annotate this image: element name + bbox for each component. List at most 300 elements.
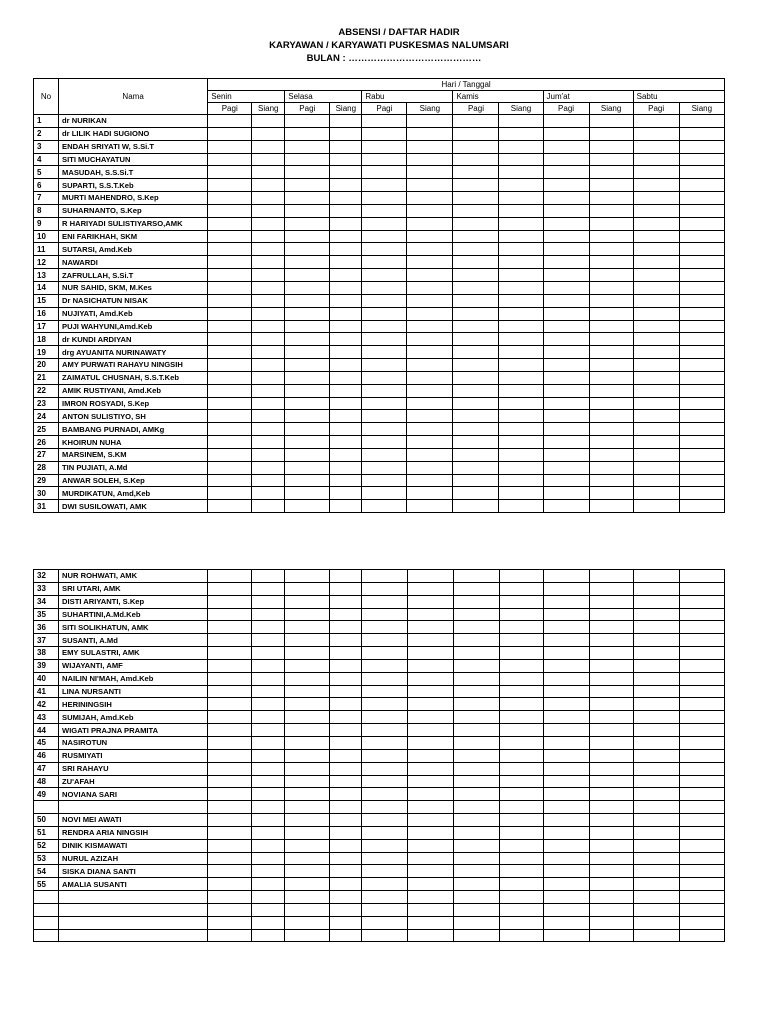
- attendance-cell-siang[interactable]: [589, 153, 633, 166]
- attendance-cell-siang[interactable]: [589, 698, 633, 711]
- attendance-cell-pagi[interactable]: [208, 140, 252, 153]
- attendance-cell-pagi[interactable]: [543, 474, 589, 487]
- attendance-cell-pagi[interactable]: [208, 891, 252, 904]
- attendance-cell-siang[interactable]: [330, 436, 362, 449]
- attendance-cell-siang[interactable]: [679, 621, 724, 634]
- attendance-cell-siang[interactable]: [407, 204, 453, 217]
- attendance-cell-siang[interactable]: [330, 461, 362, 474]
- attendance-cell-pagi[interactable]: [208, 384, 252, 397]
- attendance-cell-pagi[interactable]: [633, 570, 679, 583]
- attendance-cell-pagi[interactable]: [362, 621, 407, 634]
- attendance-cell-siang[interactable]: [589, 320, 633, 333]
- attendance-cell-siang[interactable]: [589, 595, 633, 608]
- attendance-cell-pagi[interactable]: [362, 269, 407, 282]
- attendance-cell-siang[interactable]: [499, 371, 543, 384]
- attendance-cell-siang[interactable]: [407, 179, 453, 192]
- attendance-cell-siang[interactable]: [499, 647, 543, 660]
- attendance-cell-siang[interactable]: [252, 461, 285, 474]
- attendance-cell-siang[interactable]: [407, 230, 453, 243]
- attendance-cell-siang[interactable]: [252, 595, 285, 608]
- attendance-cell-siang[interactable]: [407, 698, 453, 711]
- attendance-cell-pagi[interactable]: [362, 659, 407, 672]
- attendance-cell-pagi[interactable]: [285, 500, 330, 513]
- attendance-cell-pagi[interactable]: [633, 852, 679, 865]
- attendance-cell-siang[interactable]: [589, 423, 633, 436]
- attendance-cell-siang[interactable]: [252, 749, 285, 762]
- attendance-cell-siang[interactable]: [499, 192, 543, 205]
- attendance-cell-pagi[interactable]: [362, 217, 407, 230]
- attendance-cell-pagi[interactable]: [208, 634, 252, 647]
- attendance-cell-siang[interactable]: [330, 179, 362, 192]
- attendance-cell-siang[interactable]: [252, 775, 285, 788]
- attendance-cell-siang[interactable]: [679, 333, 724, 346]
- attendance-cell-pagi[interactable]: [543, 852, 589, 865]
- attendance-cell-pagi[interactable]: [633, 436, 679, 449]
- attendance-cell-pagi[interactable]: [362, 903, 407, 916]
- attendance-cell-pagi[interactable]: [208, 929, 252, 942]
- attendance-cell-pagi[interactable]: [453, 762, 499, 775]
- attendance-cell-siang[interactable]: [679, 410, 724, 423]
- attendance-cell-pagi[interactable]: [453, 621, 499, 634]
- attendance-cell-pagi[interactable]: [208, 570, 252, 583]
- attendance-cell-pagi[interactable]: [453, 359, 499, 372]
- attendance-cell-siang[interactable]: [679, 788, 724, 801]
- attendance-cell-siang[interactable]: [330, 397, 362, 410]
- attendance-cell-siang[interactable]: [407, 903, 453, 916]
- attendance-cell-pagi[interactable]: [285, 474, 330, 487]
- attendance-cell-pagi[interactable]: [208, 736, 252, 749]
- attendance-cell-pagi[interactable]: [633, 384, 679, 397]
- attendance-cell-siang[interactable]: [330, 230, 362, 243]
- attendance-cell-siang[interactable]: [407, 192, 453, 205]
- attendance-cell-pagi[interactable]: [633, 371, 679, 384]
- attendance-cell-siang[interactable]: [499, 852, 543, 865]
- attendance-cell-siang[interactable]: [589, 217, 633, 230]
- attendance-cell-pagi[interactable]: [453, 647, 499, 660]
- attendance-cell-pagi[interactable]: [453, 281, 499, 294]
- attendance-cell-pagi[interactable]: [208, 243, 252, 256]
- attendance-cell-siang[interactable]: [589, 140, 633, 153]
- attendance-cell-pagi[interactable]: [285, 865, 330, 878]
- attendance-cell-siang[interactable]: [407, 474, 453, 487]
- attendance-cell-pagi[interactable]: [453, 500, 499, 513]
- attendance-cell-pagi[interactable]: [208, 397, 252, 410]
- attendance-cell-siang[interactable]: [679, 724, 724, 737]
- attendance-cell-pagi[interactable]: [543, 736, 589, 749]
- attendance-cell-pagi[interactable]: [285, 243, 330, 256]
- attendance-cell-siang[interactable]: [407, 359, 453, 372]
- attendance-cell-pagi[interactable]: [285, 647, 330, 660]
- attendance-cell-pagi[interactable]: [543, 698, 589, 711]
- attendance-cell-siang[interactable]: [252, 685, 285, 698]
- attendance-cell-siang[interactable]: [252, 204, 285, 217]
- attendance-cell-siang[interactable]: [499, 929, 543, 942]
- attendance-cell-siang[interactable]: [407, 127, 453, 140]
- attendance-cell-pagi[interactable]: [362, 204, 407, 217]
- attendance-cell-siang[interactable]: [330, 487, 362, 500]
- attendance-cell-siang[interactable]: [679, 474, 724, 487]
- attendance-cell-siang[interactable]: [330, 903, 362, 916]
- attendance-cell-siang[interactable]: [679, 839, 724, 852]
- attendance-cell-siang[interactable]: [499, 461, 543, 474]
- attendance-cell-pagi[interactable]: [543, 243, 589, 256]
- attendance-cell-siang[interactable]: [499, 698, 543, 711]
- attendance-cell-siang[interactable]: [589, 436, 633, 449]
- attendance-cell-pagi[interactable]: [453, 243, 499, 256]
- attendance-cell-siang[interactable]: [330, 878, 362, 891]
- attendance-cell-pagi[interactable]: [208, 269, 252, 282]
- attendance-cell-siang[interactable]: [589, 762, 633, 775]
- attendance-cell-pagi[interactable]: [362, 243, 407, 256]
- attendance-cell-siang[interactable]: [499, 595, 543, 608]
- attendance-cell-pagi[interactable]: [633, 839, 679, 852]
- attendance-cell-pagi[interactable]: [362, 487, 407, 500]
- attendance-cell-pagi[interactable]: [453, 775, 499, 788]
- attendance-cell-pagi[interactable]: [208, 166, 252, 179]
- attendance-cell-pagi[interactable]: [453, 711, 499, 724]
- attendance-cell-pagi[interactable]: [208, 256, 252, 269]
- attendance-cell-siang[interactable]: [589, 384, 633, 397]
- attendance-cell-siang[interactable]: [407, 461, 453, 474]
- attendance-cell-pagi[interactable]: [285, 608, 330, 621]
- attendance-cell-siang[interactable]: [252, 423, 285, 436]
- attendance-cell-pagi[interactable]: [453, 698, 499, 711]
- attendance-cell-siang[interactable]: [499, 916, 543, 929]
- attendance-cell-siang[interactable]: [407, 659, 453, 672]
- attendance-cell-pagi[interactable]: [543, 621, 589, 634]
- attendance-cell-pagi[interactable]: [362, 839, 407, 852]
- attendance-cell-pagi[interactable]: [285, 852, 330, 865]
- attendance-cell-siang[interactable]: [407, 775, 453, 788]
- attendance-cell-siang[interactable]: [589, 179, 633, 192]
- attendance-cell-siang[interactable]: [499, 384, 543, 397]
- attendance-cell-pagi[interactable]: [285, 397, 330, 410]
- attendance-cell-pagi[interactable]: [543, 320, 589, 333]
- attendance-cell-pagi[interactable]: [362, 762, 407, 775]
- attendance-cell-siang[interactable]: [252, 153, 285, 166]
- attendance-cell-pagi[interactable]: [362, 359, 407, 372]
- attendance-cell-siang[interactable]: [679, 115, 724, 128]
- attendance-cell-siang[interactable]: [499, 256, 543, 269]
- attendance-cell-pagi[interactable]: [543, 762, 589, 775]
- attendance-cell-siang[interactable]: [589, 749, 633, 762]
- attendance-cell-siang[interactable]: [330, 474, 362, 487]
- attendance-cell-pagi[interactable]: [208, 217, 252, 230]
- attendance-cell-pagi[interactable]: [208, 346, 252, 359]
- attendance-cell-siang[interactable]: [330, 153, 362, 166]
- attendance-cell-pagi[interactable]: [453, 878, 499, 891]
- attendance-cell-pagi[interactable]: [208, 436, 252, 449]
- attendance-cell-pagi[interactable]: [543, 269, 589, 282]
- attendance-cell-siang[interactable]: [499, 839, 543, 852]
- attendance-cell-pagi[interactable]: [362, 127, 407, 140]
- attendance-cell-pagi[interactable]: [362, 570, 407, 583]
- attendance-cell-siang[interactable]: [407, 647, 453, 660]
- attendance-cell-pagi[interactable]: [453, 814, 499, 827]
- attendance-cell-siang[interactable]: [252, 724, 285, 737]
- attendance-cell-siang[interactable]: [589, 685, 633, 698]
- attendance-cell-pagi[interactable]: [208, 281, 252, 294]
- attendance-cell-siang[interactable]: [679, 346, 724, 359]
- attendance-cell-pagi[interactable]: [543, 307, 589, 320]
- attendance-cell-siang[interactable]: [407, 217, 453, 230]
- attendance-cell-siang[interactable]: [330, 423, 362, 436]
- attendance-cell-siang[interactable]: [252, 711, 285, 724]
- attendance-cell-siang[interactable]: [407, 839, 453, 852]
- attendance-cell-siang[interactable]: [330, 685, 362, 698]
- attendance-cell-pagi[interactable]: [633, 685, 679, 698]
- attendance-cell-pagi[interactable]: [543, 929, 589, 942]
- attendance-cell-pagi[interactable]: [453, 672, 499, 685]
- attendance-cell-pagi[interactable]: [285, 762, 330, 775]
- attendance-cell-siang[interactable]: [679, 461, 724, 474]
- attendance-cell-siang[interactable]: [252, 230, 285, 243]
- attendance-cell-pagi[interactable]: [285, 903, 330, 916]
- attendance-cell-siang[interactable]: [589, 294, 633, 307]
- attendance-cell-pagi[interactable]: [453, 192, 499, 205]
- attendance-cell-pagi[interactable]: [633, 397, 679, 410]
- attendance-cell-pagi[interactable]: [285, 801, 330, 814]
- attendance-cell-siang[interactable]: [589, 839, 633, 852]
- attendance-cell-siang[interactable]: [589, 230, 633, 243]
- attendance-cell-siang[interactable]: [499, 711, 543, 724]
- attendance-cell-siang[interactable]: [499, 115, 543, 128]
- attendance-cell-pagi[interactable]: [208, 839, 252, 852]
- attendance-cell-siang[interactable]: [499, 179, 543, 192]
- attendance-cell-pagi[interactable]: [453, 474, 499, 487]
- attendance-cell-siang[interactable]: [407, 582, 453, 595]
- attendance-cell-siang[interactable]: [679, 217, 724, 230]
- attendance-cell-pagi[interactable]: [633, 307, 679, 320]
- attendance-cell-siang[interactable]: [499, 217, 543, 230]
- attendance-cell-pagi[interactable]: [633, 230, 679, 243]
- attendance-cell-siang[interactable]: [499, 153, 543, 166]
- attendance-cell-siang[interactable]: [589, 903, 633, 916]
- attendance-cell-siang[interactable]: [589, 582, 633, 595]
- attendance-cell-pagi[interactable]: [285, 153, 330, 166]
- attendance-cell-siang[interactable]: [330, 320, 362, 333]
- attendance-cell-pagi[interactable]: [285, 115, 330, 128]
- attendance-cell-siang[interactable]: [407, 736, 453, 749]
- attendance-cell-siang[interactable]: [330, 724, 362, 737]
- attendance-cell-pagi[interactable]: [362, 192, 407, 205]
- attendance-cell-siang[interactable]: [499, 281, 543, 294]
- attendance-cell-siang[interactable]: [589, 269, 633, 282]
- attendance-cell-siang[interactable]: [407, 852, 453, 865]
- attendance-cell-pagi[interactable]: [208, 294, 252, 307]
- attendance-cell-siang[interactable]: [499, 685, 543, 698]
- attendance-cell-siang[interactable]: [589, 608, 633, 621]
- attendance-cell-siang[interactable]: [407, 243, 453, 256]
- attendance-cell-pagi[interactable]: [285, 294, 330, 307]
- attendance-cell-pagi[interactable]: [633, 294, 679, 307]
- attendance-cell-pagi[interactable]: [285, 230, 330, 243]
- attendance-cell-pagi[interactable]: [543, 634, 589, 647]
- attendance-cell-siang[interactable]: [330, 333, 362, 346]
- attendance-cell-pagi[interactable]: [285, 256, 330, 269]
- attendance-cell-siang[interactable]: [679, 595, 724, 608]
- attendance-cell-pagi[interactable]: [453, 269, 499, 282]
- attendance-cell-pagi[interactable]: [285, 736, 330, 749]
- attendance-cell-pagi[interactable]: [453, 179, 499, 192]
- attendance-cell-pagi[interactable]: [453, 788, 499, 801]
- attendance-cell-pagi[interactable]: [362, 448, 407, 461]
- attendance-cell-pagi[interactable]: [208, 179, 252, 192]
- attendance-cell-pagi[interactable]: [453, 436, 499, 449]
- attendance-cell-siang[interactable]: [407, 711, 453, 724]
- attendance-cell-pagi[interactable]: [633, 788, 679, 801]
- attendance-cell-siang[interactable]: [679, 929, 724, 942]
- attendance-cell-siang[interactable]: [330, 307, 362, 320]
- attendance-cell-siang[interactable]: [589, 115, 633, 128]
- attendance-cell-pagi[interactable]: [362, 423, 407, 436]
- attendance-cell-pagi[interactable]: [633, 814, 679, 827]
- attendance-cell-siang[interactable]: [499, 320, 543, 333]
- attendance-cell-pagi[interactable]: [633, 346, 679, 359]
- attendance-cell-pagi[interactable]: [453, 929, 499, 942]
- attendance-cell-pagi[interactable]: [543, 891, 589, 904]
- attendance-cell-siang[interactable]: [252, 916, 285, 929]
- attendance-cell-pagi[interactable]: [208, 127, 252, 140]
- attendance-cell-siang[interactable]: [330, 127, 362, 140]
- attendance-cell-siang[interactable]: [679, 230, 724, 243]
- attendance-cell-siang[interactable]: [499, 448, 543, 461]
- attendance-cell-pagi[interactable]: [543, 166, 589, 179]
- attendance-cell-pagi[interactable]: [453, 839, 499, 852]
- attendance-cell-pagi[interactable]: [453, 204, 499, 217]
- attendance-cell-pagi[interactable]: [543, 333, 589, 346]
- attendance-cell-pagi[interactable]: [285, 179, 330, 192]
- attendance-cell-pagi[interactable]: [285, 281, 330, 294]
- attendance-cell-siang[interactable]: [330, 698, 362, 711]
- attendance-cell-siang[interactable]: [679, 448, 724, 461]
- attendance-cell-pagi[interactable]: [285, 269, 330, 282]
- attendance-cell-siang[interactable]: [252, 672, 285, 685]
- attendance-cell-siang[interactable]: [499, 474, 543, 487]
- attendance-cell-siang[interactable]: [252, 307, 285, 320]
- attendance-cell-siang[interactable]: [679, 814, 724, 827]
- attendance-cell-siang[interactable]: [589, 307, 633, 320]
- attendance-cell-siang[interactable]: [330, 217, 362, 230]
- attendance-cell-pagi[interactable]: [543, 153, 589, 166]
- attendance-cell-siang[interactable]: [679, 127, 724, 140]
- attendance-cell-siang[interactable]: [499, 204, 543, 217]
- attendance-cell-pagi[interactable]: [633, 474, 679, 487]
- attendance-cell-siang[interactable]: [330, 371, 362, 384]
- attendance-cell-siang[interactable]: [499, 410, 543, 423]
- attendance-cell-pagi[interactable]: [285, 685, 330, 698]
- attendance-cell-siang[interactable]: [330, 672, 362, 685]
- attendance-cell-pagi[interactable]: [453, 595, 499, 608]
- attendance-cell-pagi[interactable]: [285, 307, 330, 320]
- attendance-cell-siang[interactable]: [679, 647, 724, 660]
- attendance-cell-siang[interactable]: [252, 647, 285, 660]
- attendance-cell-pagi[interactable]: [633, 826, 679, 839]
- attendance-cell-pagi[interactable]: [285, 166, 330, 179]
- attendance-cell-siang[interactable]: [407, 410, 453, 423]
- attendance-cell-pagi[interactable]: [362, 371, 407, 384]
- attendance-cell-pagi[interactable]: [633, 320, 679, 333]
- attendance-cell-siang[interactable]: [330, 359, 362, 372]
- attendance-cell-pagi[interactable]: [285, 839, 330, 852]
- attendance-cell-siang[interactable]: [499, 736, 543, 749]
- attendance-cell-siang[interactable]: [252, 115, 285, 128]
- attendance-cell-siang[interactable]: [330, 865, 362, 878]
- attendance-cell-pagi[interactable]: [543, 461, 589, 474]
- attendance-cell-pagi[interactable]: [362, 307, 407, 320]
- attendance-cell-pagi[interactable]: [633, 878, 679, 891]
- attendance-cell-pagi[interactable]: [633, 582, 679, 595]
- attendance-cell-siang[interactable]: [407, 801, 453, 814]
- attendance-cell-siang[interactable]: [499, 397, 543, 410]
- attendance-cell-pagi[interactable]: [208, 775, 252, 788]
- attendance-cell-pagi[interactable]: [362, 647, 407, 660]
- attendance-cell-pagi[interactable]: [362, 500, 407, 513]
- attendance-cell-siang[interactable]: [407, 320, 453, 333]
- attendance-cell-pagi[interactable]: [208, 204, 252, 217]
- attendance-cell-pagi[interactable]: [285, 371, 330, 384]
- attendance-cell-siang[interactable]: [499, 801, 543, 814]
- attendance-cell-siang[interactable]: [499, 307, 543, 320]
- attendance-cell-siang[interactable]: [252, 814, 285, 827]
- attendance-cell-pagi[interactable]: [453, 724, 499, 737]
- attendance-cell-pagi[interactable]: [543, 672, 589, 685]
- attendance-cell-pagi[interactable]: [208, 878, 252, 891]
- attendance-cell-siang[interactable]: [252, 448, 285, 461]
- attendance-cell-siang[interactable]: [252, 826, 285, 839]
- attendance-cell-siang[interactable]: [252, 217, 285, 230]
- attendance-cell-pagi[interactable]: [285, 878, 330, 891]
- attendance-cell-pagi[interactable]: [362, 230, 407, 243]
- attendance-cell-siang[interactable]: [499, 359, 543, 372]
- attendance-cell-siang[interactable]: [330, 647, 362, 660]
- attendance-cell-pagi[interactable]: [362, 698, 407, 711]
- attendance-cell-pagi[interactable]: [285, 204, 330, 217]
- attendance-cell-pagi[interactable]: [208, 698, 252, 711]
- attendance-cell-pagi[interactable]: [633, 204, 679, 217]
- attendance-cell-siang[interactable]: [330, 762, 362, 775]
- attendance-cell-siang[interactable]: [589, 410, 633, 423]
- attendance-cell-pagi[interactable]: [543, 749, 589, 762]
- attendance-cell-pagi[interactable]: [362, 608, 407, 621]
- attendance-cell-pagi[interactable]: [285, 595, 330, 608]
- attendance-cell-siang[interactable]: [499, 500, 543, 513]
- attendance-cell-pagi[interactable]: [543, 371, 589, 384]
- attendance-cell-pagi[interactable]: [285, 359, 330, 372]
- attendance-cell-pagi[interactable]: [453, 736, 499, 749]
- attendance-cell-pagi[interactable]: [543, 397, 589, 410]
- attendance-cell-siang[interactable]: [679, 762, 724, 775]
- attendance-cell-pagi[interactable]: [208, 621, 252, 634]
- attendance-cell-pagi[interactable]: [453, 140, 499, 153]
- attendance-cell-pagi[interactable]: [285, 891, 330, 904]
- attendance-cell-siang[interactable]: [589, 333, 633, 346]
- attendance-cell-pagi[interactable]: [453, 685, 499, 698]
- attendance-cell-siang[interactable]: [407, 294, 453, 307]
- attendance-cell-siang[interactable]: [407, 608, 453, 621]
- attendance-cell-pagi[interactable]: [362, 461, 407, 474]
- attendance-cell-siang[interactable]: [499, 659, 543, 672]
- attendance-cell-siang[interactable]: [330, 500, 362, 513]
- attendance-cell-pagi[interactable]: [633, 595, 679, 608]
- attendance-cell-pagi[interactable]: [543, 294, 589, 307]
- attendance-cell-siang[interactable]: [252, 903, 285, 916]
- attendance-cell-siang[interactable]: [330, 826, 362, 839]
- attendance-cell-pagi[interactable]: [362, 281, 407, 294]
- attendance-cell-pagi[interactable]: [208, 903, 252, 916]
- attendance-cell-pagi[interactable]: [208, 647, 252, 660]
- attendance-cell-pagi[interactable]: [208, 788, 252, 801]
